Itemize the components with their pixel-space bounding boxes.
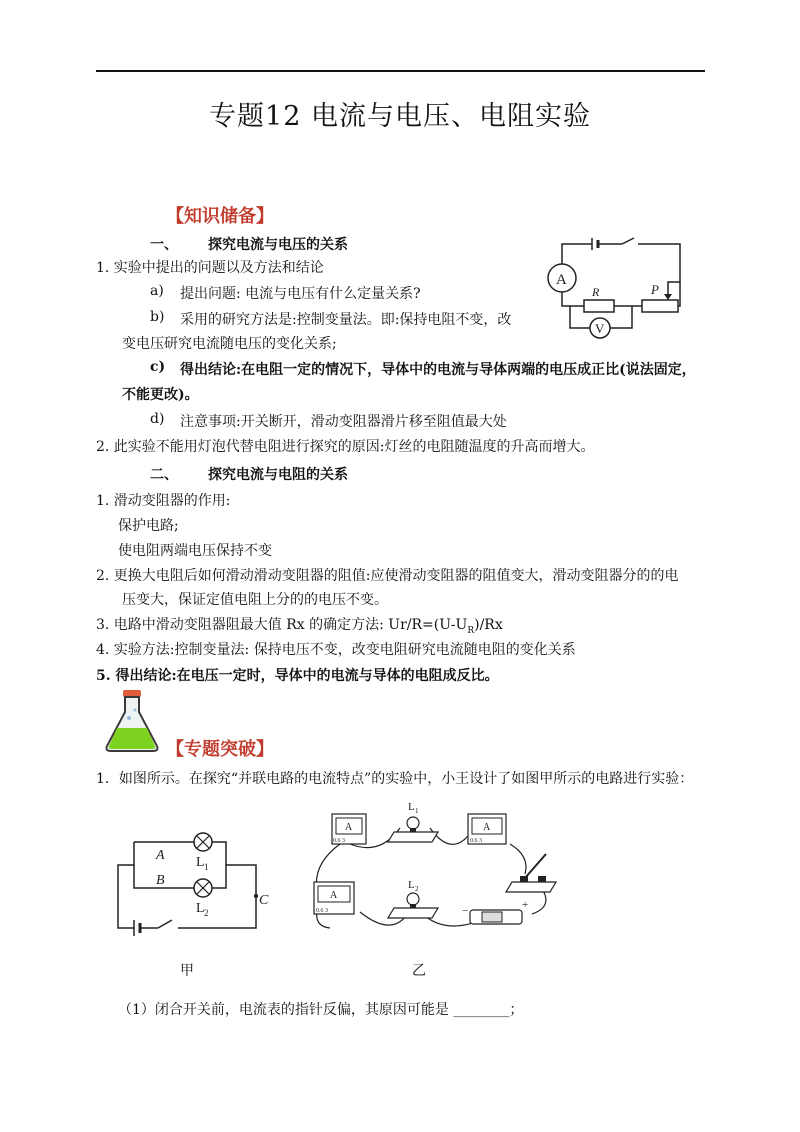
part1-d-label: d) (150, 411, 165, 427)
svg-text:A: A (345, 822, 353, 833)
svg-text:B: B (156, 873, 165, 888)
svg-text:0.6 3: 0.6 3 (333, 838, 345, 844)
svg-text:P: P (651, 282, 659, 297)
part2-item5: 5. 得出结论:在电压一定时，导体中的电流与导体的电阻成反比。 (96, 668, 499, 684)
lamp-board-l1 (388, 801, 438, 842)
svg-text:A: A (483, 822, 491, 833)
svg-text:+: + (522, 899, 529, 911)
svg-text:L: L (408, 879, 415, 891)
circuit-diagram-jia (108, 820, 278, 940)
svg-text:L: L (196, 901, 205, 916)
circuit-diagram-yi (300, 796, 570, 946)
svg-text:−: − (462, 905, 469, 917)
part1-a-label: a) (150, 283, 164, 299)
svg-text:A: A (330, 890, 338, 901)
switch-device (506, 854, 556, 892)
page-title: 专题12 电流与电压、电阻实验 (209, 101, 591, 132)
part1-c-label: c) (150, 359, 166, 375)
part2-item1: 1. 滑动变阻器的作用: (96, 493, 231, 509)
ammeter-device-1 (332, 814, 366, 844)
part1-b-text: 采用的研究方法是:控制变量法。即:保持电阻不变，改 (180, 312, 512, 328)
ammeter-device-2 (468, 814, 506, 844)
part2-heading-num: 二、 (150, 467, 178, 483)
svg-text:C: C (259, 893, 269, 908)
figure-yi-label: 乙 (412, 963, 426, 979)
svg-text:1: 1 (415, 807, 419, 815)
part2-item1-l1: 保护电路; (118, 518, 179, 534)
svg-text:2: 2 (204, 908, 209, 918)
part1-heading-num: 一、 (150, 237, 178, 253)
breakthrough-header: 【专题突破】 (166, 739, 274, 760)
lamp-board-l2 (388, 879, 438, 918)
part1-item1: 1. 实验中提出的问题以及方法和结论 (96, 260, 324, 276)
ammeter-device-3 (314, 882, 354, 914)
svg-text:R: R (592, 285, 600, 299)
part2-item1-l2: 使电阻两端电压保持不变 (118, 543, 272, 559)
part1-b-cont: 变电压研究电流随电压的变化关系; (122, 336, 337, 352)
part1-a-text: 提出问题: 电流与电压有什么定量关系? (180, 286, 421, 302)
question-1-sub1: （1）闭合开关前，电流表的指针反偏，其原因可能是 ________； (118, 1002, 524, 1018)
part1-c-text: 得出结论:在电阻一定的情况下，导体中的电流与导体两端的电压成正比(说法固定， (180, 362, 696, 378)
battery-device (462, 899, 528, 924)
top-rule (96, 70, 705, 72)
part2-heading: 探究电流与电阻的关系 (208, 467, 348, 483)
part1-item2: 2. 此实验不能用灯泡代替电阻进行探究的原因:灯丝的电阻随温度的升高而增大。 (96, 439, 595, 455)
circuit-diagram-voltage (540, 236, 700, 346)
part1-heading: 探究电流与电压的关系 (208, 237, 348, 253)
part1-c-cont: 不能更改)。 (122, 387, 199, 403)
svg-text:L: L (196, 855, 205, 870)
part2-item3: 3. 电路中滑动变阻器阻最大值 Rx 的确定方法: $Ur/R=(U-U_R)/Rx$ (96, 617, 503, 636)
svg-text:0.6 3: 0.6 3 (316, 908, 328, 914)
part2-item2-cont: 压变大，保证定值电阻上分的的电压不变。 (122, 592, 388, 608)
question-1: 1．如图所示。在探究“并联电路的电流特点”的实验中，小王设计了如图甲所示的电路进行实验： (96, 771, 694, 787)
part1-d-text: 注意事项:开关断开，滑动变阻器滑片移至阻值最大处 (180, 414, 507, 430)
svg-text:0.6 3: 0.6 3 (470, 838, 482, 844)
svg-text:1: 1 (204, 862, 209, 872)
svg-text:A: A (156, 848, 165, 863)
figure-jia-label: 甲 (180, 963, 194, 979)
part2-item2: 2. 更换大电阻后如何滑动滑动变阻器的阻值:应使滑动变阻器的阻值变大，滑动变阻器分的的电 (96, 568, 679, 584)
svg-text:V: V (595, 321, 605, 336)
knowledge-header: 【知识储备】 (166, 206, 274, 227)
part2-item4: 4. 实验方法:控制变量法: 保持电压不变，改变电阻研究电流随电阻的变化关系 (96, 642, 576, 658)
svg-text:L: L (408, 801, 415, 813)
part1-b-label: b) (150, 309, 165, 325)
svg-text:A: A (556, 272, 567, 288)
svg-text:2: 2 (415, 885, 419, 893)
flask-icon (102, 688, 162, 754)
